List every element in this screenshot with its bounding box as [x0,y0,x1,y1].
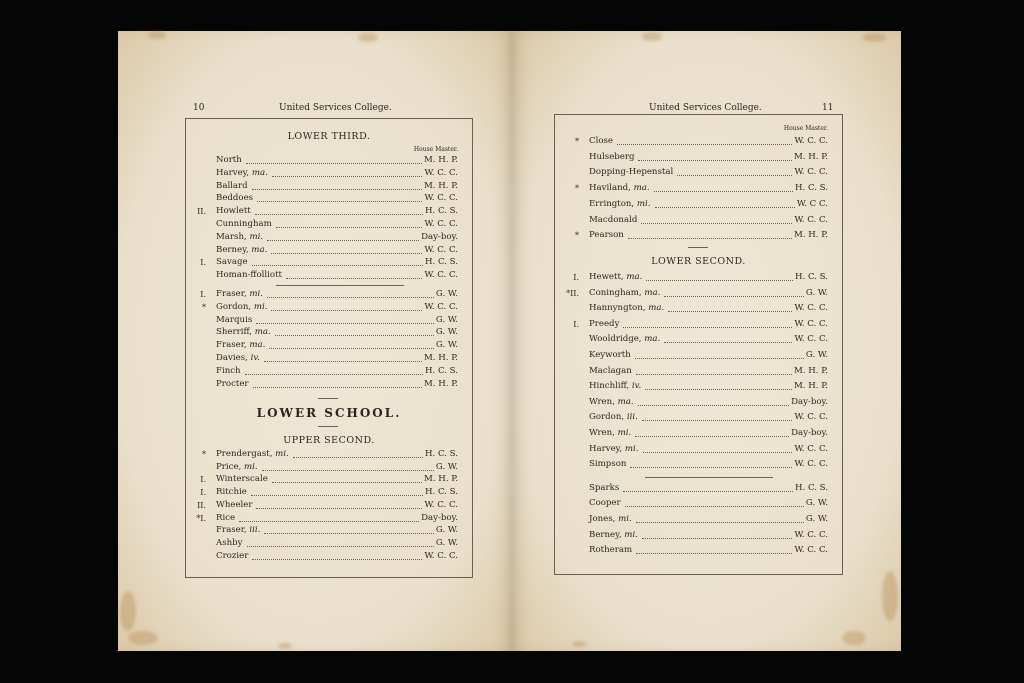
leader-dots [623,318,792,328]
lower-third-heading: LOWER THIRD. [287,131,371,142]
entry-house-master: W. C. C. [794,412,828,423]
list-item [186,537,472,550]
entry-name: Procter [216,378,249,389]
list-item [555,182,842,195]
entry-mark: *I. [196,513,206,523]
entry-mark: * [575,184,579,194]
entry-name: Wheeler [216,499,253,510]
leader-dots [267,231,419,241]
leader-dots [272,167,422,177]
entry-house-master: H. C. S. [424,365,458,376]
leader-dots [253,378,422,388]
leader-dots [257,192,422,202]
entry-house-master: G. W. [805,287,828,298]
entry-name: Davies, iv. [216,353,260,363]
entry-house-master: M. H. P. [424,180,458,191]
list-item [555,497,842,510]
open-book [118,31,901,651]
entry-form: mi. [615,514,632,524]
entry-form: iv. [629,381,642,392]
entry-house-master: W. C. C. [424,270,458,281]
entry-house-master: G. W. [435,340,458,351]
list-item [555,349,842,362]
leader-dots [256,314,434,324]
entry-mark: *II. [566,288,579,298]
entry-house-master: G. W. [435,327,458,338]
entry-name: Marquis [216,314,253,325]
entry-form: ma. [641,334,661,345]
entry-mark: I. [200,488,206,498]
list-item [186,231,472,244]
leader-dots [267,288,434,298]
leader-dots [262,461,434,471]
left-list-frame [185,118,473,578]
house-master-label-left: House Master. [413,146,458,153]
entry-house-master: G. W. [435,461,458,472]
entry-house-master: G. W. [435,314,458,325]
list-item [555,365,842,378]
entry-mark: * [575,137,579,146]
entry-form: ma. [623,272,643,282]
section-divider [318,426,338,427]
entry-name: Hinchliff, iv. [589,381,642,392]
entry-name: Sparks [589,482,620,493]
entry-house-master: Day-boy. [421,231,458,242]
list-item [186,154,472,167]
entry-name: Fraser, ma. [216,340,266,351]
entry-house-master: W. C. C. [794,318,828,329]
entry-house-master: M. H. P. [794,381,828,392]
entry-mark: II. [197,207,206,217]
list-item [555,443,842,456]
leader-dots [655,198,795,208]
lower-school-heading: LOWER SCHOOL. [256,406,402,420]
entry-house-master: W. C. C. [424,193,458,204]
leader-dots [617,135,792,145]
entry-name: Errington, mi. [589,198,651,209]
list-item [186,448,472,461]
leader-dots [264,352,422,362]
left-running-head: United Services College. [279,103,392,113]
entry-name: Marsh, mi. [216,231,264,242]
list-item [186,378,472,391]
entry-name: Ballard [216,180,248,191]
entry-form: ma. [630,183,650,194]
leader-dots [636,544,792,554]
list-item [555,544,842,557]
upper-second-heading: UPPER SECOND. [283,435,375,446]
entry-name: Ritchie [216,487,247,498]
entry-house-master: M. H. P. [794,230,828,241]
entry-name: Keyworth [589,350,631,360]
entry-house-master: W. C. C. [794,529,828,540]
entry-name: Prendergast, mi. [216,449,289,459]
list-item [186,244,472,257]
list-item [555,229,842,242]
entry-house-master: G. W. [805,350,828,360]
list-item [186,326,472,339]
leader-dots [247,537,434,547]
list-item [555,135,842,148]
entry-house-master: M. H. P. [794,151,828,162]
entry-name: North [216,155,242,165]
house-master-label-right: House Master. [783,125,828,132]
entry-name: Crozier [216,550,249,561]
entry-form: ma. [614,396,634,407]
list-item [555,151,842,164]
entry-name: Simpson [589,459,627,470]
list-item [555,166,842,179]
entry-house-master: G. W. [805,498,828,509]
leader-dots [643,443,792,453]
list-item [555,411,842,424]
leader-dots [677,166,792,176]
leader-dots [245,365,423,375]
entry-house-master: W. C. C. [794,443,828,454]
list-item [555,529,842,542]
leader-dots [276,218,422,228]
entry-house-master: H. C. S. [424,206,458,217]
entry-name: Savage [216,257,248,268]
left-page [118,31,513,651]
leader-dots [625,497,804,507]
list-item [555,318,842,331]
entry-name: Ashby [216,537,243,548]
entry-name: Cooper [589,498,621,509]
list-item [555,333,842,346]
leader-dots [623,482,793,492]
entry-name: Gordon, mi. [216,301,268,312]
list-item [186,205,472,218]
entry-name: Rice [216,512,236,523]
leader-dots [286,269,422,279]
list-item [555,271,842,284]
leader-dots [271,244,422,254]
entry-house-master: W. C C. [796,198,828,209]
entry-name: Wooldridge, ma. [589,334,661,345]
entry-form: mi. [246,289,263,299]
leader-dots [272,473,422,483]
entry-name: Fraser, iii. [216,525,261,536]
leader-dots [635,349,804,359]
entry-house-master: W. C. C. [424,219,458,229]
leader-dots [636,365,792,375]
entry-mark: I. [200,290,206,299]
entry-name: Gordon, iii. [589,412,638,423]
entry-name: Close [589,136,613,146]
entry-mark: * [575,231,579,241]
leader-dots [664,287,804,297]
entry-house-master: M. H. P. [424,474,458,485]
entry-name: Harvey, ma. [216,167,268,178]
leader-dots [252,180,422,190]
list-item [186,339,472,352]
list-item [555,214,842,227]
entry-name: Maclagan [589,365,632,376]
entry-name: Hewett, ma. [589,272,643,282]
entry-house-master: H. C. S. [794,272,828,282]
entry-house-master: W. C. C. [794,303,828,314]
entry-house-master: W. C. C. [424,499,458,510]
list-item [555,380,842,393]
leader-dots [645,380,792,390]
leader-dots [642,411,792,421]
entry-house-master: G. W. [805,514,828,524]
list-item [555,287,842,300]
entry-name: Berney, mi. [589,529,638,540]
entry-house-master: H. C. S. [424,257,458,268]
list-item [186,301,472,314]
leader-dots [252,550,422,560]
entry-name: Price, mi. [216,461,258,472]
list-item [555,482,842,495]
entry-house-master: W. C. C. [794,167,828,178]
left-page-number: 10 [193,103,205,113]
entry-form: iii. [624,412,638,423]
leader-dots [638,396,789,406]
list-item [555,302,842,315]
entry-house-master: Day-boy. [791,428,828,438]
list-item [186,512,472,525]
entry-name: Pearson [589,230,624,241]
entry-name: Harvey, mi. [589,443,639,454]
entry-house-master: W. C. C. [424,167,458,178]
right-list-frame [554,114,843,575]
entry-name: Wren, ma. [589,396,634,407]
leader-dots [628,229,792,239]
entry-name: Rotheram [589,545,633,556]
group-divider [645,477,773,478]
list-item [555,396,842,409]
entry-name: Jones, mi. [589,514,632,524]
leader-dots [293,448,423,458]
entry-mark: I. [573,273,579,282]
entry-house-master: M. H. P. [794,365,828,376]
entry-form: mi. [251,301,268,312]
entry-house-master: W. C. C. [794,214,828,225]
list-item [186,314,472,327]
entry-name: Finch [216,365,241,376]
leader-dots [246,154,422,164]
leader-dots [641,214,792,224]
entry-name: Haviland, ma. [589,183,650,194]
right-page-number: 11 [822,103,834,113]
list-item [186,180,472,193]
entry-house-master: M. H. P. [424,378,458,389]
entry-house-master: W. C. C. [794,545,828,556]
entry-form: mi. [621,529,638,540]
leader-dots [275,326,434,336]
leader-dots [654,182,793,192]
entry-form: mi. [622,443,639,454]
list-item [186,288,472,301]
entry-house-master: M. H. P. [424,353,458,363]
leader-dots [271,301,422,311]
entry-name: Berney, ma. [216,244,268,255]
list-item [186,524,472,537]
group-divider [276,285,404,286]
entry-name: Macdonald [589,214,638,225]
entry-house-master: M. H. P. [424,155,458,165]
entry-house-master: G. W. [435,525,458,536]
entry-house-master: W. C. C. [424,244,458,255]
entry-form: ma. [248,244,268,255]
list-item [555,458,842,471]
entry-form: mi. [246,231,264,242]
leader-dots [646,271,793,281]
entry-house-master: H. C. S. [424,449,458,459]
entry-name: Howlett [216,206,251,217]
entry-name: Hannyngton, ma. [589,303,665,314]
entry-name: Wren, mi. [589,428,632,438]
entry-name: Cunningham [216,219,272,229]
list-item [186,269,472,282]
entry-house-master: Day-boy. [421,512,458,523]
entry-form: ma. [645,303,665,314]
right-page [512,31,901,651]
entry-form: iv. [247,353,260,363]
entry-house-master: W. C. C. [794,459,828,470]
entry-form: iii. [246,525,261,536]
leader-dots [252,256,423,266]
leader-dots [239,512,419,522]
list-item [555,198,842,211]
entry-form: ma. [246,340,266,351]
entry-mark: I. [200,258,206,268]
leader-dots [636,513,804,523]
entry-name: Dopping-Hepenstal [589,167,674,178]
leader-dots [642,529,792,539]
entry-mark: * [202,450,206,459]
entry-name: Homan-ffolliott [216,270,282,281]
entry-house-master: H. C. S. [424,487,458,498]
leader-dots [638,151,792,161]
lower-second-heading: LOWER SECOND. [651,256,746,267]
list-item [186,473,472,486]
leader-dots [264,524,434,534]
entry-name: Winterscale [216,474,268,485]
section-divider [688,247,708,248]
entry-house-master: G. W. [435,537,458,548]
entry-form: mi. [634,198,651,209]
list-item [186,550,472,563]
list-item [186,192,472,205]
entry-mark: I. [200,475,206,485]
list-item [186,218,472,231]
entry-form: mi. [614,428,632,438]
entry-house-master: W. C. C. [794,136,828,146]
leader-dots [251,486,423,496]
entry-house-master: G. W. [435,289,458,299]
entry-house-master: W. C. C. [424,301,458,312]
entry-house-master: H. C. S. [794,482,828,493]
right-running-head: United Services College. [649,103,762,113]
entry-mark: * [202,302,206,312]
entry-house-master: W. C. C. [794,334,828,345]
list-item [186,461,472,474]
entry-house-master: W. C. C. [424,550,458,561]
entry-name: Fraser, mi. [216,289,263,299]
entry-house-master: Day-boy. [791,396,828,407]
section-divider [318,398,338,399]
entry-name: Preedy [589,318,620,329]
entry-name: Sherriff, ma. [216,327,271,338]
list-item [555,513,842,526]
entry-mark: I. [573,319,579,329]
leader-dots [630,458,792,468]
list-item [186,352,472,365]
entry-mark: II. [197,500,206,510]
leader-dots [668,302,792,312]
leader-dots [664,333,792,343]
entry-form: ma. [252,327,271,338]
leader-dots [255,205,423,215]
entry-form: mi. [272,449,289,459]
entry-name: Hulseberg [589,151,635,162]
entry-name: Beddoes [216,193,254,204]
entry-house-master: H. C. S. [794,183,828,194]
entry-form: mi. [241,461,258,472]
entry-form: ma. [641,287,661,298]
leader-dots [269,339,434,349]
leader-dots [256,499,422,509]
list-item [186,499,472,512]
list-item [555,427,842,440]
leader-dots [635,427,789,437]
entry-form: ma. [249,167,268,178]
entry-name: Coningham, ma. [589,287,661,298]
list-item [186,167,472,180]
list-item [186,365,472,378]
list-item [186,256,472,269]
list-item [186,486,472,499]
